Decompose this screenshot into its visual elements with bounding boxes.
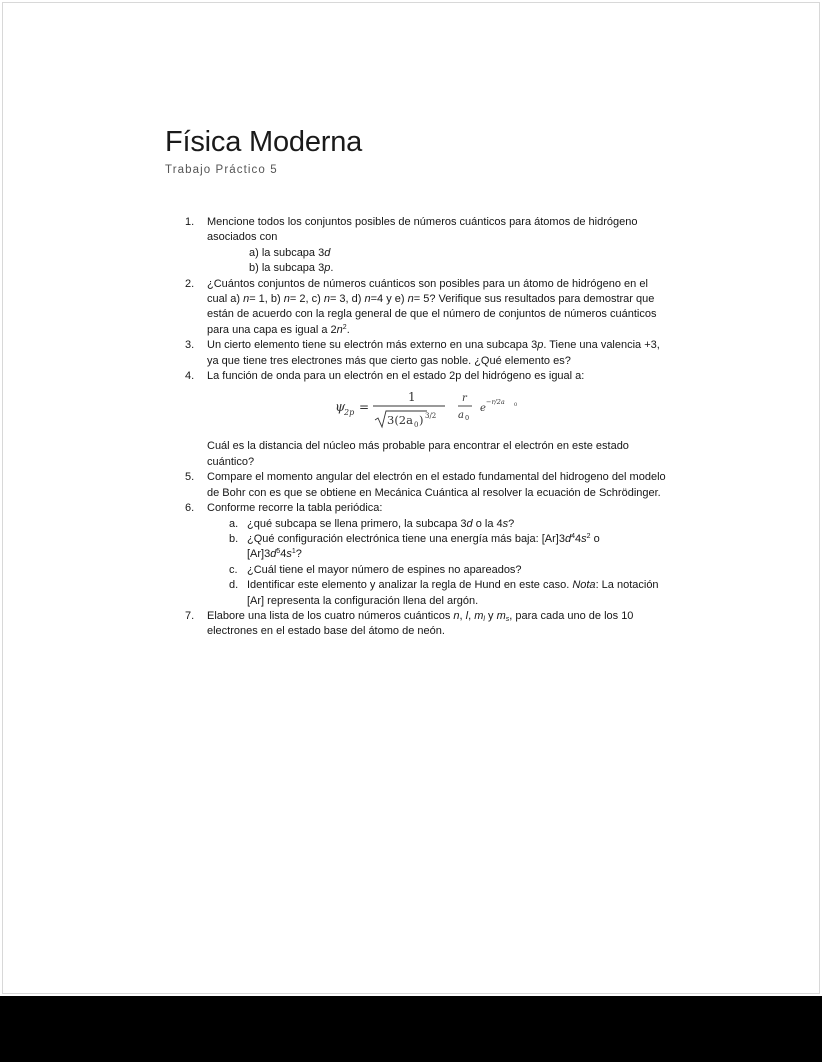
sub-item-c: c. ¿Cuál tiene el mayor número de espines no apareados?	[229, 563, 522, 576]
sub-item-a: a. ¿qué subcapa se llena primero, la subcapa 3d o la 4s?	[229, 517, 515, 530]
question-number: 2.	[185, 277, 195, 290]
question-text: Un cierto elemento tiene su electrón más externo en una subcapa 3p. Tiene una valencia +3, ya que tiene tres electrones más que cierto gas noble. ¿Qué elemento es?	[207, 339, 660, 367]
question-number: 6.	[185, 502, 195, 515]
question-list	[185, 215, 670, 640]
formula-r: r	[462, 393, 467, 405]
question-number: 1.	[185, 216, 195, 228]
sub-item-a: a) la subcapa 3d	[249, 246, 331, 259]
question-text: La función de onda para un electrón en el estado 2p del hidrógeno es igual a:	[207, 370, 585, 383]
formula-a0-sub: 0	[465, 414, 470, 423]
formula-denominator: 3(2a	[387, 413, 413, 428]
question-number: 4.	[185, 370, 195, 383]
question-1	[185, 215, 670, 277]
formula-exp-e: e	[480, 403, 486, 415]
formula-denominator-sub: 0	[414, 421, 419, 430]
document-subtitle: Trabajo Práctico 5	[165, 164, 278, 176]
formula-denominator-close: )	[419, 413, 424, 428]
question-6	[185, 501, 670, 609]
question-4-followup: Cuál es la distancia del núcleo más probable para encontrar el electrón en este estado cuántico?	[207, 440, 629, 468]
question-3	[185, 338, 670, 369]
formula-equals: =	[359, 400, 370, 415]
question-number: 3.	[185, 339, 195, 352]
question-2	[185, 277, 670, 339]
question-text: Elabore una lista de los cuatro números cuánticos n, l, $m_l$ y $m_s$, para cada uno de los 10 electrones en el estado base del átomo de neón.	[207, 609, 634, 638]
formula-numerator: 1	[408, 390, 416, 405]
formula-denominator-exp: 3/2	[425, 412, 437, 421]
formula-exp-sup-sub: 0	[514, 402, 518, 409]
sub-item-b: b) la subcapa 3p.	[249, 262, 334, 275]
question-text: Conforme recorre la tabla periódica:	[207, 502, 383, 515]
formula-svg	[335, 387, 535, 433]
question-text: Compare el momento angular del electrón en el estado fundamental del hidrogeno del modelo de Bohr con es que se obtiene en Mecánica Cuántica al resolver la ecuación de Schrödinger.	[207, 471, 666, 499]
document-title: Física Moderna	[165, 126, 363, 158]
sub-item-b: b. ¿Qué configuración electrónica tiene una energía más baja: $[Ar]3d^44s^2$ o $[Ar]3d^54s^1$?	[229, 532, 600, 561]
wavefunction-formula	[207, 387, 670, 433]
formula-a0: a	[458, 410, 464, 422]
question-number: 7.	[185, 609, 195, 622]
sub-item-d: d. Identificar este elemento y analizar la regla de Hund en este caso. Nota: La notación [Ar] representa la configuración llena del argón.	[229, 579, 659, 607]
question-text: ¿Cuántos conjuntos de números cuánticos son posibles para un átomo de hidrógeno en el cual a) n= 1, b) n= 2, c) n= 3, d) n=4 y e) n= 5? Verifique sus resultados para demostrar que están de acuerdo con la regla general de que el número de conjuntos de números cuánticos para una capa es igual a $2n^2$.	[207, 277, 657, 336]
formula-psi: ψ	[335, 400, 346, 416]
question-7	[185, 609, 670, 640]
question-5	[185, 470, 670, 501]
question-text: Mencione todos los conjuntos posibles de números cuánticos para átomos de hidrógeno asociados con	[207, 216, 638, 244]
formula-exp-sup: −r/2a	[486, 398, 505, 407]
question-4	[185, 369, 670, 470]
formula-psi-sub: 2p	[344, 408, 355, 418]
question-number: 5.	[185, 471, 195, 484]
